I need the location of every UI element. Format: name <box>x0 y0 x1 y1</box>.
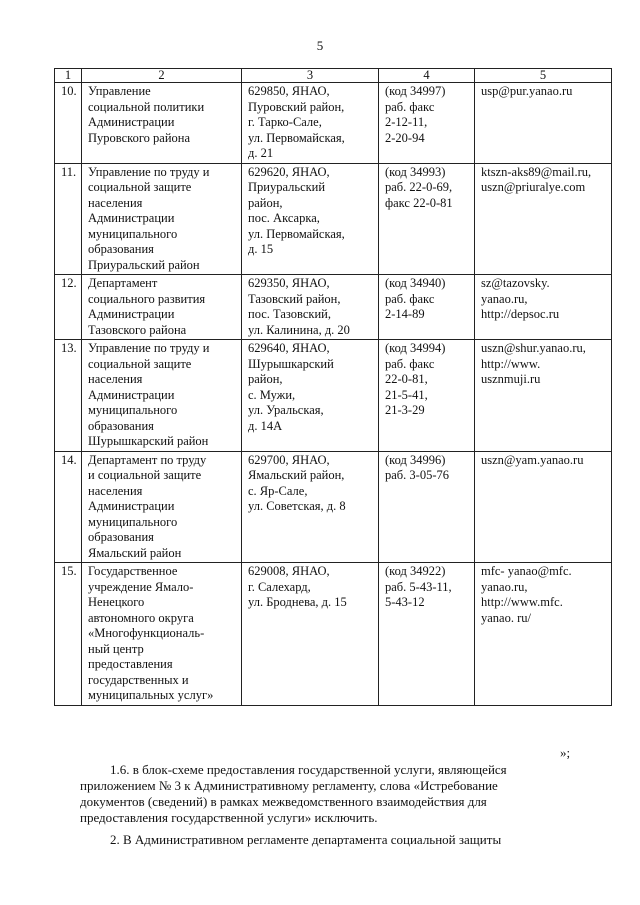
phone-line: раб. факс <box>385 99 435 114</box>
name-line: Управление <box>88 84 151 98</box>
name-line: Администрации <box>88 387 175 402</box>
phone-line: (код 34997) <box>385 84 446 98</box>
contacts-line: uszn@shur.yanao.ru, <box>481 341 586 355</box>
paragraph-2 <box>80 832 611 848</box>
table-row <box>55 163 612 275</box>
table-row <box>55 340 612 452</box>
address-line: с. Мужи, <box>248 387 296 402</box>
address-line: 629620, ЯНАО, <box>248 164 330 179</box>
contacts-line: yanao. ru/ <box>481 610 531 625</box>
phone-line: раб. 5-43-11, <box>385 579 452 594</box>
phone-cell <box>379 451 475 563</box>
name-line: «Многофункциональ- <box>88 626 205 640</box>
address-line: 629008, ЯНАО, <box>248 564 330 578</box>
name-line: ный центр <box>88 641 144 656</box>
header-col-2: 2 <box>82 69 242 83</box>
address-cell <box>242 340 379 452</box>
phone-line: (код 34994) <box>385 341 446 355</box>
phone-line: (код 34940) <box>385 276 446 290</box>
address-line: с. Яр-Сале, <box>248 483 308 498</box>
table-body <box>55 83 612 706</box>
name-line: Ненецкого <box>88 595 145 609</box>
name-line: Администрации <box>88 211 175 225</box>
phone-line: раб. факс <box>385 291 435 306</box>
page-number: 5 <box>316 38 324 53</box>
phone-line: 5-43-12 <box>385 595 425 609</box>
name-line: муниципального <box>88 226 178 241</box>
name-line: Ямальский район <box>88 545 182 560</box>
address-line: район, <box>248 195 283 210</box>
name-line: социальной защите <box>88 180 192 194</box>
row-number-cell: 12. <box>55 275 82 340</box>
name-line: Департамент по труду <box>88 452 207 467</box>
contacts-line: usp@pur.yanao.ru <box>481 84 573 98</box>
name-cell <box>82 163 242 275</box>
name-line: Департамент <box>88 276 158 290</box>
name-cell <box>82 451 242 563</box>
name-line: муниципальных услуг» <box>88 688 214 702</box>
contacts-line: yanao.ru, <box>481 579 528 594</box>
table-header-row <box>55 69 612 83</box>
contacts-line: http://depsoc.ru <box>481 307 560 321</box>
address-line: 629350, ЯНАО, <box>248 276 330 290</box>
contacts-line: uszn@priuralye.com <box>481 180 586 194</box>
name-cell <box>82 563 242 706</box>
contacts-line: usznmuji.ru <box>481 372 541 386</box>
paragraph-line: 2. В Административном регламенте департамента социальной защиты <box>110 832 502 847</box>
phone-line: 21-5-41, <box>385 387 428 402</box>
row-number-cell: 11. <box>55 163 82 275</box>
address-line: 629640, ЯНАО, <box>248 341 330 355</box>
phone-line: раб. 3-05-76 <box>385 468 449 482</box>
name-cell <box>82 83 242 164</box>
name-line: социальной политики <box>88 99 205 114</box>
name-line: Администрации <box>88 115 175 129</box>
address-cell <box>242 163 379 275</box>
phone-line: (код 34996) <box>385 452 446 467</box>
phone-line: (код 34993) <box>385 164 446 179</box>
header-col-1: 1 <box>55 69 82 83</box>
name-line: населения <box>88 483 143 498</box>
contacts-line: uszn@yam.yanao.ru <box>481 452 584 467</box>
row-number-cell: 15. <box>55 563 82 706</box>
name-line: автономного округа <box>88 610 194 625</box>
contacts-cell <box>475 340 612 452</box>
address-cell <box>242 451 379 563</box>
name-line: Управление по труду и <box>88 341 210 355</box>
address-line: Пуровский район, <box>248 99 345 114</box>
name-line: образования <box>88 242 154 256</box>
phone-line: 2-20-94 <box>385 130 425 145</box>
address-line: д. 21 <box>248 146 274 160</box>
name-line: образования <box>88 418 154 433</box>
name-line: Управление по труду и <box>88 164 210 179</box>
address-line: пос. Тазовский, <box>248 307 331 321</box>
phone-cell <box>379 163 475 275</box>
contacts-cell <box>475 451 612 563</box>
contacts-line: http://www. <box>481 356 541 371</box>
address-line: ул. Первомайская, <box>248 226 345 241</box>
name-line: Приуральский район <box>88 257 200 272</box>
name-line: предоставления <box>88 657 173 671</box>
paragraph-1-6 <box>80 762 611 826</box>
address-cell <box>242 83 379 164</box>
address-line: 629850, ЯНАО, <box>248 84 330 98</box>
row-number-cell: 10. <box>55 83 82 164</box>
phone-line: 21-3-29 <box>385 403 425 417</box>
name-line: Тазовского района <box>88 322 187 337</box>
name-line: населения <box>88 195 143 210</box>
name-line: муниципального <box>88 403 178 417</box>
phone-line: 2-12-11, <box>385 115 428 129</box>
address-line: ул. Советская, д. 8 <box>248 499 346 513</box>
phone-line: 22-0-81, <box>385 372 428 386</box>
phone-line: 2-14-89 <box>385 307 425 321</box>
address-cell <box>242 563 379 706</box>
address-line: пос. Аксарка, <box>248 211 320 225</box>
contacts-line: mfc- yanao@mfc. <box>481 564 572 578</box>
header-col-4: 4 <box>379 69 475 83</box>
name-line: Администрации <box>88 499 175 513</box>
phone-line: раб. факс <box>385 356 435 371</box>
name-line: муниципального <box>88 514 178 529</box>
address-line: Тазовский район, <box>248 291 341 306</box>
phone-cell <box>379 340 475 452</box>
name-line: Государственное <box>88 564 178 578</box>
name-line: Шурышкарский район <box>88 434 209 448</box>
contacts-line: sz@tazovsky. <box>481 276 550 290</box>
name-line: образования <box>88 530 154 544</box>
address-line: ул. Калинина, д. 20 <box>248 322 350 337</box>
phone-cell <box>379 275 475 340</box>
name-line: населения <box>88 372 143 386</box>
paragraph-line: предоставления государственной услуги» исключить. <box>80 810 378 825</box>
header-col-5: 5 <box>475 69 612 83</box>
address-line: Ямальский район, <box>248 468 345 482</box>
name-line: социального развития <box>88 291 206 306</box>
contacts-cell <box>475 275 612 340</box>
address-line: район, <box>248 372 283 386</box>
name-cell <box>82 275 242 340</box>
name-cell <box>82 340 242 452</box>
name-line: государственных и <box>88 672 189 687</box>
address-cell <box>242 275 379 340</box>
address-line: г. Тарко-Сале, <box>248 115 322 129</box>
address-line: г. Салехард, <box>248 579 311 594</box>
address-line: 629700, ЯНАО, <box>248 452 330 467</box>
paragraph-line: приложением № 3 к Административному регламенту, слова «Истребование <box>80 778 498 793</box>
name-line: и социальной защите <box>88 468 202 482</box>
address-line: ул. Броднева, д. 15 <box>248 595 347 609</box>
contacts-cell <box>475 83 612 164</box>
row-number-cell: 13. <box>55 340 82 452</box>
contacts-cell <box>475 163 612 275</box>
name-line: Пуровского района <box>88 130 191 145</box>
row-number-cell: 14. <box>55 451 82 563</box>
address-line: д. 14А <box>248 418 283 433</box>
table-row <box>55 83 612 164</box>
phone-cell <box>379 83 475 164</box>
contacts-line: ktszn-aks89@mail.ru, <box>481 164 592 179</box>
header-col-3: 3 <box>242 69 379 83</box>
name-line: учреждение Ямало- <box>88 579 194 594</box>
paragraph-line: 1.6. в блок-схеме предоставления государственной услуги, являющейся <box>110 762 507 777</box>
address-line: д. 15 <box>248 242 274 256</box>
address-line: Шурышкарский <box>248 356 334 371</box>
phone-line: раб. 22-0-69, <box>385 180 453 194</box>
phone-line: (код 34922) <box>385 564 446 578</box>
phone-cell <box>379 563 475 706</box>
address-line: Приуральский <box>248 180 326 194</box>
institutions-table <box>54 68 612 706</box>
phone-line: факс 22-0-81 <box>385 195 453 210</box>
closing-quote-mark: »; <box>560 745 571 760</box>
address-line: ул. Уральская, <box>248 403 324 417</box>
contacts-line: yanao.ru, <box>481 291 528 306</box>
name-line: социальной защите <box>88 356 192 371</box>
table-row <box>55 275 612 340</box>
table-row <box>55 563 612 706</box>
address-line: ул. Первомайская, <box>248 130 345 145</box>
contacts-cell <box>475 563 612 706</box>
table-row <box>55 451 612 563</box>
contacts-line: http://www.mfc. <box>481 595 563 609</box>
paragraph-line: документов (сведений) в рамках межведомственного взаимодействия для <box>80 794 487 809</box>
name-line: Администрации <box>88 307 175 321</box>
